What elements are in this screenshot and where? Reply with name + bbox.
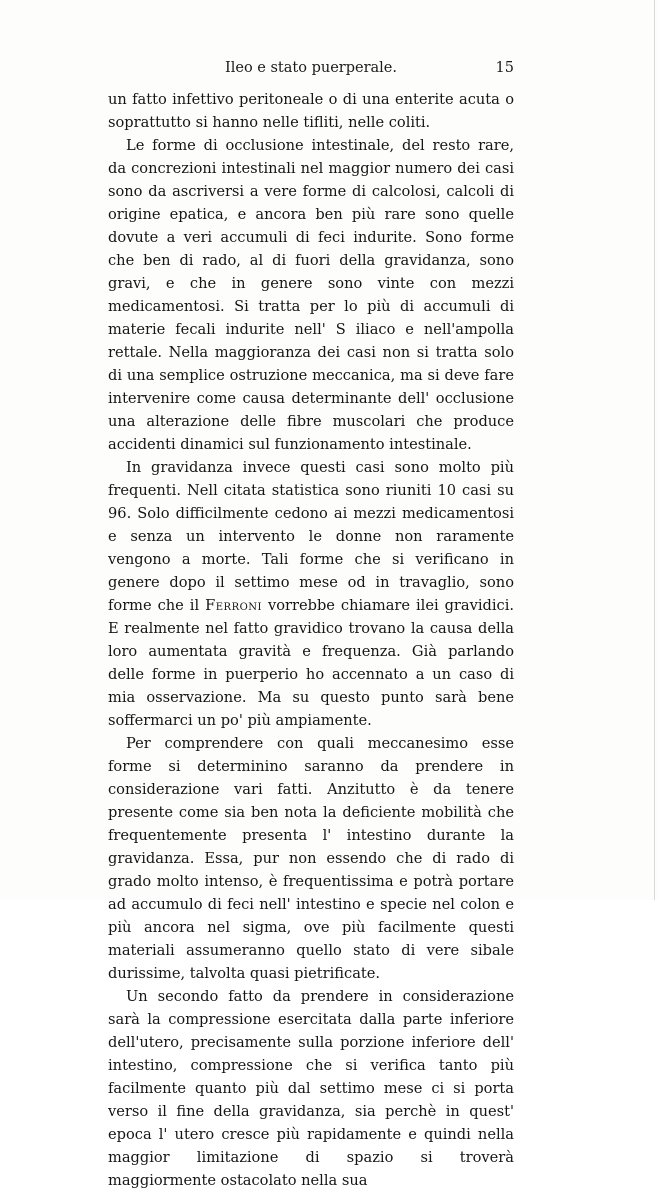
paragraph-occlusione: Le forme di occlusione intestinale, del resto rare, da concrezioni intestinali nel maggior numero dei casi sono da ascriversi a vere forme di calcolosi, calcoli di origine epatica, e ancora ben più rare sono quelle dovute a veri accumuli di feci indurite. Sono forme che ben di rado, al di fuori della gravidanza, sono gravi, e che in genere sono vinte con mezzi medicamentosi. Si tratta per lo più di accumuli di materie fecali indurite nell' S iliaco e nell'ampolla rettale. Nella maggioranza dei casi non si tratta solo di una semplice ostruzione meccanica, ma si deve fare intervenire come causa determinante dell' occlusione una alterazione delle fibre muscolari che produce accidenti dinamici sul funzionamento intestinale. — [108, 137, 514, 453]
paragraph-continuation: un fatto infettivo peritoneale o di una enterite acuta o soprattutto si hanno nelle tifliti, nelle coliti. — [108, 91, 514, 131]
paragraph-gravidanza — [108, 456, 514, 732]
paragraph-gravidanza-part1: In gravidanza invece questi casi sono molto più frequenti. Nell citata statistica sono riuniti 10 casi su 96. Solo difficilmente cedono ai mezzi medicamentosi e senza un intervento le donne non raramente vengono a morte. Tali forme che si verificano in genere dopo il settimo mese od in travaglio, sono forme che il — [108, 459, 514, 614]
running-header — [108, 60, 514, 82]
paragraph-meccanesimo: Per comprendere con quali meccanesimo esse forme si determinino saranno da prendere in considerazione vari fatti. Anzitutto è da tenere presente come sia ben nota la deficiente mobilità che frequentemente presenta l' intestino durante la gravidanza. Essa, pur non essendo che di rado di grado molto intenso, è frequentissima e potrà portare ad accumulo di feci nell' intestino e specie nel colon e più ancora nel sigma, ove più facilmente questi materiali assumeranno quello stato di vere sibale durissime, talvolta quasi pietrificate. — [108, 735, 514, 982]
paragraph-gravidanza-part2: vorrebbe chiamare ilei gravidici. E realmente nel fatto gravidico trovano la causa della loro aumentata gravità e frequenza. Già parlando delle forme in puerperio ho accennato a un caso di mia osservazione. Ma su questo punto sarà bene soffermarci un po' più ampiamente. — [108, 597, 515, 729]
author-name-ferroni: Ferroni — [205, 597, 263, 614]
body-text — [108, 88, 514, 1192]
page-number: 15 — [495, 60, 514, 76]
page-edge-divider — [654, 0, 655, 900]
paragraph-compressione: Un secondo fatto da prendere in considerazione sarà la compressione esercitata dalla parte inferiore dell'utero, precisamente sulla porzione inferiore dell' intestino, compressione che si verifica tanto più facilmente quanto più dal settimo mese ci si porta verso il fine della gravidanza, sia perchè in quest' epoca l' utero cresce più rapidamente e quindi nella maggior limitazione di spazio si troverà maggiormente ostacolato nella sua — [108, 988, 514, 1189]
running-title: Ileo e stato puerperale. — [225, 60, 397, 76]
